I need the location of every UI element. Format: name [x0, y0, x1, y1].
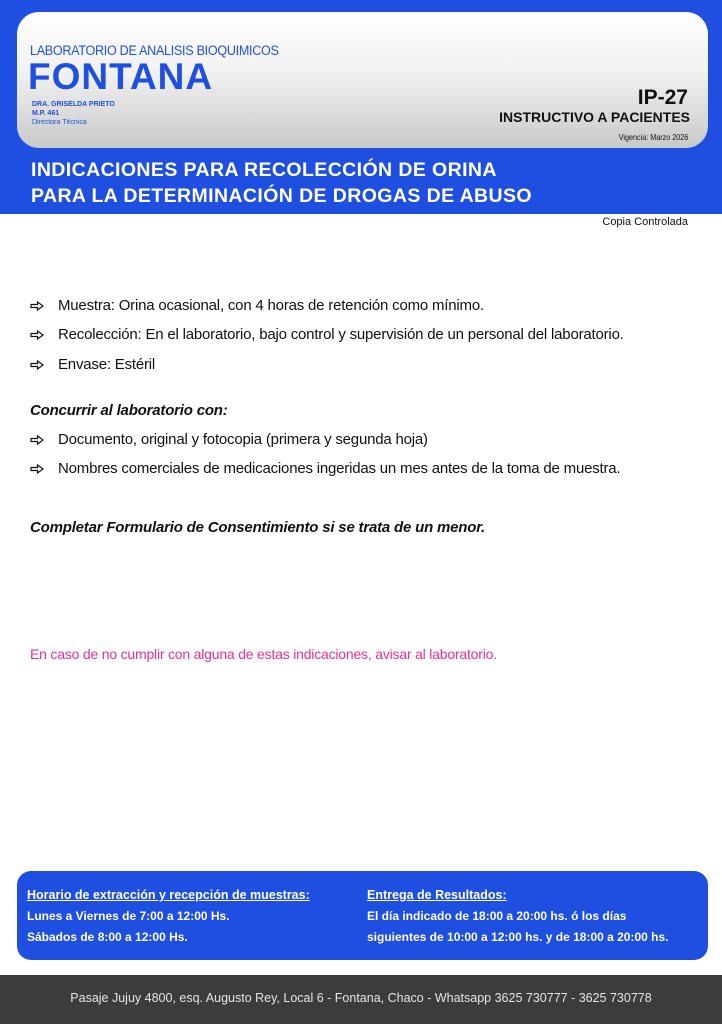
- bring-item-document: Documento, original y fotocopia (primera y segunda hoja): [58, 431, 428, 448]
- results-heading: Entrega de Resultados:: [367, 888, 507, 902]
- warning-note: En caso de no cumplir con alguna de estas indicaciones, avisar al laboratorio.: [30, 646, 497, 662]
- footer-address: Pasaje Jujuy 4800, esq. Augusto Rey, Local 6 - Fontana, Chaco - Whatsapp 3625 730777 - 3625 730778: [70, 991, 652, 1005]
- results-line-2: siguientes de 10:00 a 12:00 hs. y de 18:00 a 20:00 hs.: [367, 930, 669, 944]
- document-type: INSTRUCTIVO A PACIENTES: [499, 109, 690, 125]
- requirement-collection: Recolección: En el laboratorio, bajo control y supervisión de un personal del laboratorio.: [58, 326, 624, 343]
- arrow-right-icon: [30, 356, 58, 373]
- schedule-saturdays: Sábados de 8:00 a 12:00 Hs.: [27, 930, 188, 944]
- list-item: [30, 297, 484, 314]
- schedule-weekdays: Lunes a Viernes de 7:00 a 12:00 Hs.: [27, 909, 230, 923]
- requirement-container: Envase: Estéril: [58, 356, 156, 373]
- director-name: DRA. GRISELDA PRIETO: [32, 101, 115, 108]
- page-title-line-1: INDICACIONES PARA RECOLECCIÓN DE ORINA: [31, 159, 497, 181]
- lab-brand-logo: FONTANA: [28, 56, 214, 97]
- arrow-right-icon: [30, 460, 58, 477]
- results-line-1: El día indicado de 18:00 a 20:00 hs. ó los días: [367, 909, 627, 923]
- list-item: [30, 356, 155, 373]
- list-item: [30, 431, 428, 448]
- results-section: [367, 885, 669, 948]
- page-title-line-2: PARA LA DETERMINACIÓN DE DROGAS DE ABUSO: [31, 185, 532, 207]
- controlled-copy-label: Copia Controlada: [602, 216, 688, 228]
- bring-item-medications: Nombres comerciales de medicaciones ingeridas un mes antes de la toma de muestra.: [58, 460, 621, 477]
- schedule-section: [27, 885, 310, 948]
- director-license: M.P. 461: [32, 110, 60, 117]
- document-code: IP-27: [637, 86, 688, 109]
- lab-name: LABORATORIO DE ANALISIS BIOQUIMICOS: [30, 43, 279, 58]
- bring-heading: Concurrir al laboratorio con:: [30, 402, 228, 419]
- director-role: Directora Técnica: [32, 119, 87, 126]
- consent-note: Completar Formulario de Consentimiento si se trata de un menor.: [30, 519, 485, 536]
- schedule-heading: Horario de extracción y recepción de muestras:: [27, 888, 310, 902]
- list-item: [30, 326, 624, 343]
- arrow-right-icon: [30, 431, 58, 448]
- list-item: [30, 460, 620, 477]
- validity-date: Vigencia: Marzo 2026: [618, 133, 688, 142]
- arrow-right-icon: [30, 326, 58, 343]
- requirement-sample: Muestra: Orina ocasional, con 4 horas de retención como mínimo.: [58, 297, 484, 314]
- arrow-right-icon: [30, 297, 58, 314]
